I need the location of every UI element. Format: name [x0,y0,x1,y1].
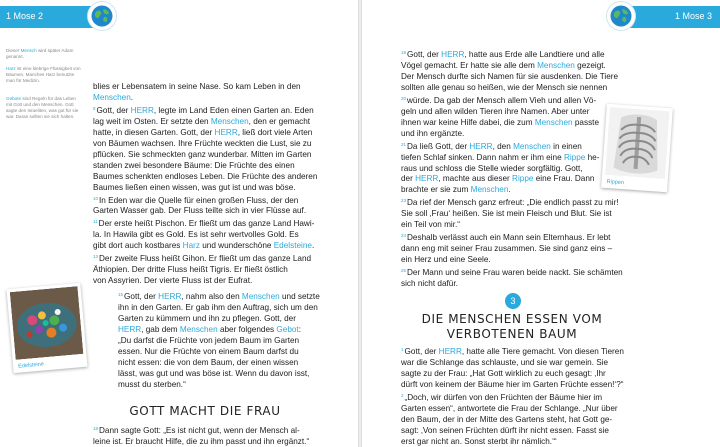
left-header-band [0,6,95,28]
text-line: lag weit im Osten. Er setzte den Menschen, den er gemacht [93,116,311,126]
verse-number: 10 [93,195,99,201]
text-line: Sie soll ‚Frau‘ heißen. Sie ist mein Fleisch und Blut. Sie ist [401,209,612,219]
keyword: HERR [158,292,182,301]
sidenote-gebote: Gebote sind Regeln für das Leben mit Gott und den Menschen. Gott sagte den Israeliten, was gut für sie war. Daran sollten sie sich halten. [6,96,79,119]
keyword: HERR [469,141,493,151]
verse-number: 19 [401,50,407,55]
text-line: Garten zu kümmern und ihn zu pflegen. Gott, der [118,313,296,323]
verse-number: 18 [93,426,99,431]
keyword: HERR [415,174,439,184]
text-line: von Bäumen wachsen. Ihre Früchte weckten die Lust, sie zu [93,138,312,148]
text-line: $^{11}$Der erste heißt Pischon. Er fließt um das ganze Land Hawi- [93,219,315,229]
verse-number: 20 [401,95,407,101]
gemstones-caption: Edelsteine [17,361,45,370]
verse-number: 24 [401,233,407,239]
text-line: Äthiopien. Der dritte Fluss heißt Tigris. Er fließt östlich [93,265,288,275]
text-line: $^{13}$Der zweite Fluss heißt Gihon. Er fließt um das ganze Land [93,254,312,264]
text-line: der HERR, machte aus dieser Rippe eine Frau. Dann [401,174,595,184]
text-line: $^2$„Doch, wir dürfen von den Früchten der Bäume hier im [401,392,603,402]
section-number-badge: 3 [505,293,521,309]
ribcage-caption: Rippen [606,178,625,187]
verse-number: 2 [401,392,404,398]
verse-number: 1 [401,347,404,352]
text-line: Menschen. [93,92,134,102]
verse-number: 11 [93,219,98,225]
text-line: ein Teil von mir.“ [401,220,461,230]
keyword: Menschen [537,60,575,70]
text-line: ein Herz und eine Seele. [401,255,491,265]
keyword: HERR [130,105,154,115]
globe-icon [607,2,635,30]
text-line: nicht essen: die von dem Baum, der einen wissen [118,357,299,367]
text-line: sich nicht dafür. [401,279,458,289]
text-line: und ihn ergänzte. [401,128,465,138]
text-line: „Du darfst die Früchte von jedem Baum im Garten [118,335,300,345]
verse-number: 13 [93,254,99,260]
verse-number: 23 [401,198,407,204]
text-line: Der Mensch durfte sich Namen für sie ausdenken. Die Tiere [401,71,619,81]
text-line: HERR, gab dem Menschen aber folgendes Gebot: [118,324,301,334]
text-line: $^{10}$In Eden war die Quelle für einen großen Fluss, der den [93,195,299,205]
text-line: $^{23}$Da rief der Mensch ganz erfreut: „Die endlich passt zu mir! [401,198,619,208]
keyword: Menschen [179,324,218,334]
text-line: pflücken. Sie schmeckten ganz wunderbar. Mitten im Garten [93,149,312,159]
text-line: Vögel gemacht. Er hatte sie alle dem Menschen gezeigt. [401,60,606,70]
keyword: HERR [441,50,465,59]
sidenote-mensch: Dieser Mensch wird später Adam genannt. [6,48,74,59]
text-line: dann eng mit seiner Frau zusammen. Sie sind ganz eins – [401,244,613,254]
text-line: sagte zu der Frau: „Hat Gott wirklich zu euch gesagt: ‚Ihr [401,368,606,378]
text-line: brachte er sie zum Menschen. [401,185,511,195]
verse-number: 15 [118,292,124,297]
text-line: erst gar nicht an. Sonst sterbt ihr nämlich.‘“ [401,436,557,446]
text-line: $^{21}$Da ließ Gott, der HERR, den Menschen in einen [401,141,582,151]
text-line: von Assyrien. Der vierte Fluss ist der Eufrat. [93,276,253,286]
text-line: hatte, in diesen Garten. Gott, der HERR, ließ dort viele Arten [93,127,313,137]
text-line: $^{25}$Der Mann und seine Frau waren beide nackt. Sie schämten [401,268,623,278]
text-line: Garten essen“, antwortete die Frau der Schlange. „Nur über [401,403,618,413]
left-page-header: 1 Mose 2 [6,11,44,21]
verse-number: 8 [93,105,96,111]
text-line: Baumes schenkten endloses Leben. Die Früchte des anderen [93,171,318,181]
text-line: leine ist. Er braucht Hilfe, die zu ihm passt und ihn ergänzt.“ [93,436,310,446]
text-line: $^{19}$Gott, der HERR, hatte aus Erde alle Landtiere und alle [401,50,605,59]
right-page-header: 1 Mose 3 [674,11,712,21]
text-line: blies er Lebensatem in seine Nase. So kam Leben in den [93,82,301,91]
text-line: $^{24}$Deshalb verlässt auch ein Mann sein Elternhaus. Er lebt [401,233,611,243]
text-line: dürft von keinem der Bäume hier im Garten Früchte essen!‘?“ [401,379,624,389]
text-line: standen zwei besondere Bäume: Die Früchte des einen [93,160,295,170]
keyword: Rippe [563,152,586,162]
text-line: den Baum, der in der Mitte des Gartens steht, hat Gott ge- [401,414,613,424]
text-line: gibt dort auch kostbares Harz und wunderschöne Edelsteine. [93,241,315,251]
ribcage-photo [601,104,673,192]
text-line: geln und allen wilden Tieren ihre Namen. Aber unter [401,106,590,116]
keyword: Menschen [534,117,573,127]
text-line: ihn in den Garten. Er gab ihm den Auftrag, sich um den [118,302,318,312]
keyword: HERR [438,347,462,356]
keyword: Rippe [512,174,534,184]
gemstones-photo [6,283,87,373]
keyword: HERR [214,127,238,137]
section-heading-line-1: DIE MENSCHEN ESSEN VOM [421,312,603,326]
keyword: Menschen [210,116,249,126]
keyword: Edelsteine [273,241,312,251]
left-body-text-indented [118,290,320,391]
globe-icon [88,2,116,30]
keyword: Menschen [470,185,509,195]
left-page [0,0,358,447]
text-line: $^{20}$würde. Da gab der Mensch allem Vieh und allen Vö- [401,95,597,105]
left-bottom-text [93,424,309,447]
text-line: raus und schloss die Stelle wieder sorgfältig. Gott, [401,163,583,173]
section-heading-frau: GOTT MACHT DIE FRAU [129,404,281,418]
text-line: $^{15}$Gott, der HERR, nahm also den Menschen und setzte [118,292,320,301]
text-line: essen. Nur die Früchte von einem Baum darfst du [118,346,299,356]
left-body-text [93,82,317,287]
text-line: la. In Hawila gibt es Gold. Es ist sehr wertvolles Gold. Es [93,230,299,240]
section-heading-line-2: VERBOTENEN BAUM [446,327,578,341]
text-line: tiefen Schlaf sinken. Dann nahm er ihm eine Rippe he- [401,152,600,162]
text-line: $^1$Gott, der HERR, hatte alle Tiere gemacht. Von diesen Tieren [401,347,624,356]
text-line: ihnen war keine Hilfe dabei, die zum Menschen passte [401,117,599,127]
keyword: Gebot [276,324,299,334]
keyword: Menschen [513,141,551,151]
text-line: sollten alle genau so heißen, wie der Mensch sie nennen [401,82,608,92]
keyword: Menschen [93,92,131,102]
text-line: lässt, was gut und was böse ist. Wenn du davon isst, [118,368,310,378]
sidenote-harz: Harz ist eine klebrige Flüssigkeit von Bäumen. Manches Harz benutzte man für Medizin. [6,66,81,83]
right-page [362,0,720,447]
text-line: $^8$Gott, der HERR, legte im Land Eden einen Garten an. Eden [93,105,314,115]
keyword: Menschen [241,292,280,301]
verse-number: 21 [401,141,407,147]
text-line: war die Schlange das schlauste, und sie war gemein. Sie [401,357,609,367]
text-line: Baumes ließen einen wissen, was gut ist und was böse. [93,182,296,192]
text-line: $^{18}$Dann sagte Gott: „Es ist nicht gut, wenn der Mensch al- [93,426,300,435]
right-bottom-text [401,345,624,447]
right-body-text [401,48,623,290]
text-line: Garten Wasser gab. Der Fluss teilte sich in vier Flüsse auf. [93,206,307,216]
verse-number: 25 [401,268,407,274]
text-line: sagt: ‚Von seinen Früchten dürft ihr nicht essen. Fasst sie [401,425,609,435]
keyword: HERR [118,324,142,334]
gemstones-image [10,286,84,360]
ribcage-image [605,107,670,179]
keyword: Harz [182,241,200,251]
text-line: musst du sterben.“ [118,379,186,389]
